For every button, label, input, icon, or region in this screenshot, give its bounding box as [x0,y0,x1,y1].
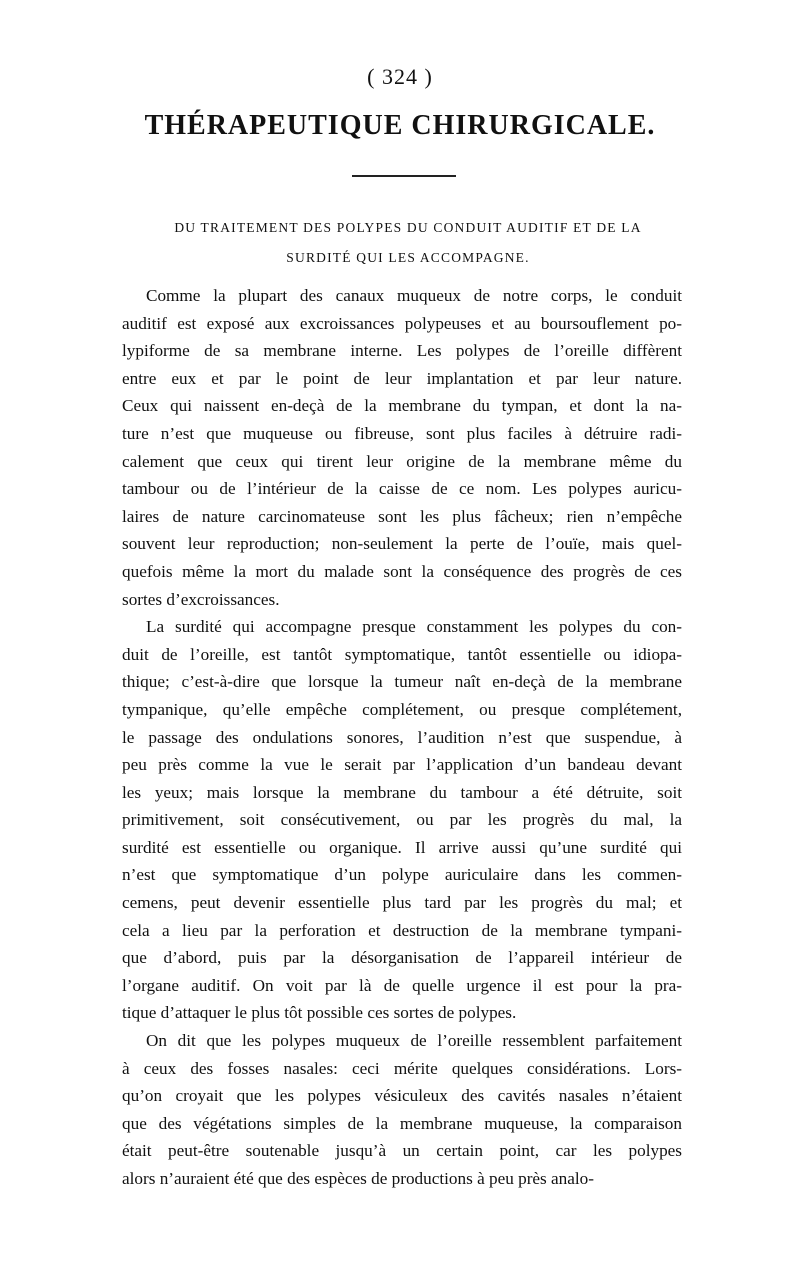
section-heading-line: SURDITÉ QUI LES ACCOMPAGNE. [286,250,530,265]
text-line: entre eux et par le point de leur implantation et par leur nature. [122,368,682,388]
paragraph [122,613,682,1027]
text-line: qu’on croyait que les polypes vésiculeux des cavités nasales n’étaient [122,1086,682,1106]
text-line: n’est que symptomatique d’un polype auriculaire dans les commen- [122,865,682,885]
page-number: ( 324 ) [367,64,433,89]
text-line: que d’abord, puis par la désorganisation de l’appareil intérieur de [122,948,682,968]
text-line: tambour ou de l’intérieur de la caisse de ce nom. Les polypes auricu- [122,479,682,499]
text-line: cela a lieu par la perforation et destruction de la membrane tympani- [122,920,682,940]
text-line: était peut-être soutenable jusqu’à un certain point, car les polypes [122,1141,682,1161]
section-heading [128,213,688,273]
text-line: Ceux qui naissent en-deçà de la membrane du tympan, et dont la na- [122,396,682,416]
text-line: souvent leur reproduction; non-seulement la perte de l’ouïe, mais quel- [122,534,682,554]
text-line: les yeux; mais lorsque la membrane du tambour a été détruite, soit [122,782,682,802]
text-line: quefois même la mort du malade sont la conséquence des progrès de ces [122,561,682,581]
text-line: Comme la plupart des canaux muqueux de notre corps, le conduit [146,286,682,305]
section-heading-line: DU TRAITEMENT DES POLYPES DU CONDUIT AUDITIF ET DE LA [174,220,642,235]
title-divider [352,175,456,177]
text-line: à ceux des fosses nasales: ceci mérite quelques considérations. Lors- [122,1058,682,1078]
text-line: primitivement, soit consécutivement, ou par les progrès du mal, la [122,810,682,830]
paragraph [122,282,682,613]
paragraph [122,1027,682,1193]
text-line: La surdité qui accompagne presque constamment les polypes du con- [146,617,682,637]
body-text [122,282,682,1193]
text-line: l’organe auditif. On voit par là de quelle urgence il est pour la pra- [122,975,682,995]
text-line: calement que ceux qui tirent leur origine de la membrane même du [122,451,682,471]
text-line: On dit que les polypes muqueux de l’oreille ressemblent parfaitement [146,1031,682,1051]
text-line: tique d’attaquer le plus tôt possible ces sortes de polypes. [122,1003,517,1023]
text-line: duit de l’oreille, est tantôt symptomatique, tantôt essentielle ou idiopa- [122,644,682,664]
text-line: peu près comme la vue le serait par l’application d’un bandeau devant [122,755,682,775]
page-title: THÉRAPEUTIQUE CHIRURGICALE. [144,110,656,141]
text-line: sortes d’excroissances. [122,589,280,609]
text-line: thique; c’est-à-dire que lorsque la tumeur naît en-deçà de la membrane [122,672,682,692]
text-line: surdité est essentielle ou organique. Il arrive aussi qu’une surdité qui [122,837,682,857]
text-line: laires de nature carcinomateuse sont les plus fâcheux; rien n’empêche [122,506,682,526]
text-line: que des végétations simples de la membrane muqueuse, la comparaison [122,1113,682,1133]
text-line: tympanique, qu’elle empêche complétement, ou presque complétement, [122,699,682,719]
text-line: ture n’est que muqueuse ou fibreuse, sont plus faciles à détruire radi- [122,423,682,443]
text-line: le passage des ondulations sonores, l’audition n’est que suspendue, à [122,727,682,747]
text-line: alors n’auraient été que des espèces de productions à peu près analo- [122,1169,594,1188]
text-line: lypiforme de sa membrane interne. Les polypes de l’oreille diffèrent [122,341,682,361]
text-line: cemens, peut devenir essentielle plus tard par les progrès du mal; et [122,893,682,913]
text-line: auditif est exposé aux excroissances polypeuses et au boursouflement po- [122,313,682,333]
